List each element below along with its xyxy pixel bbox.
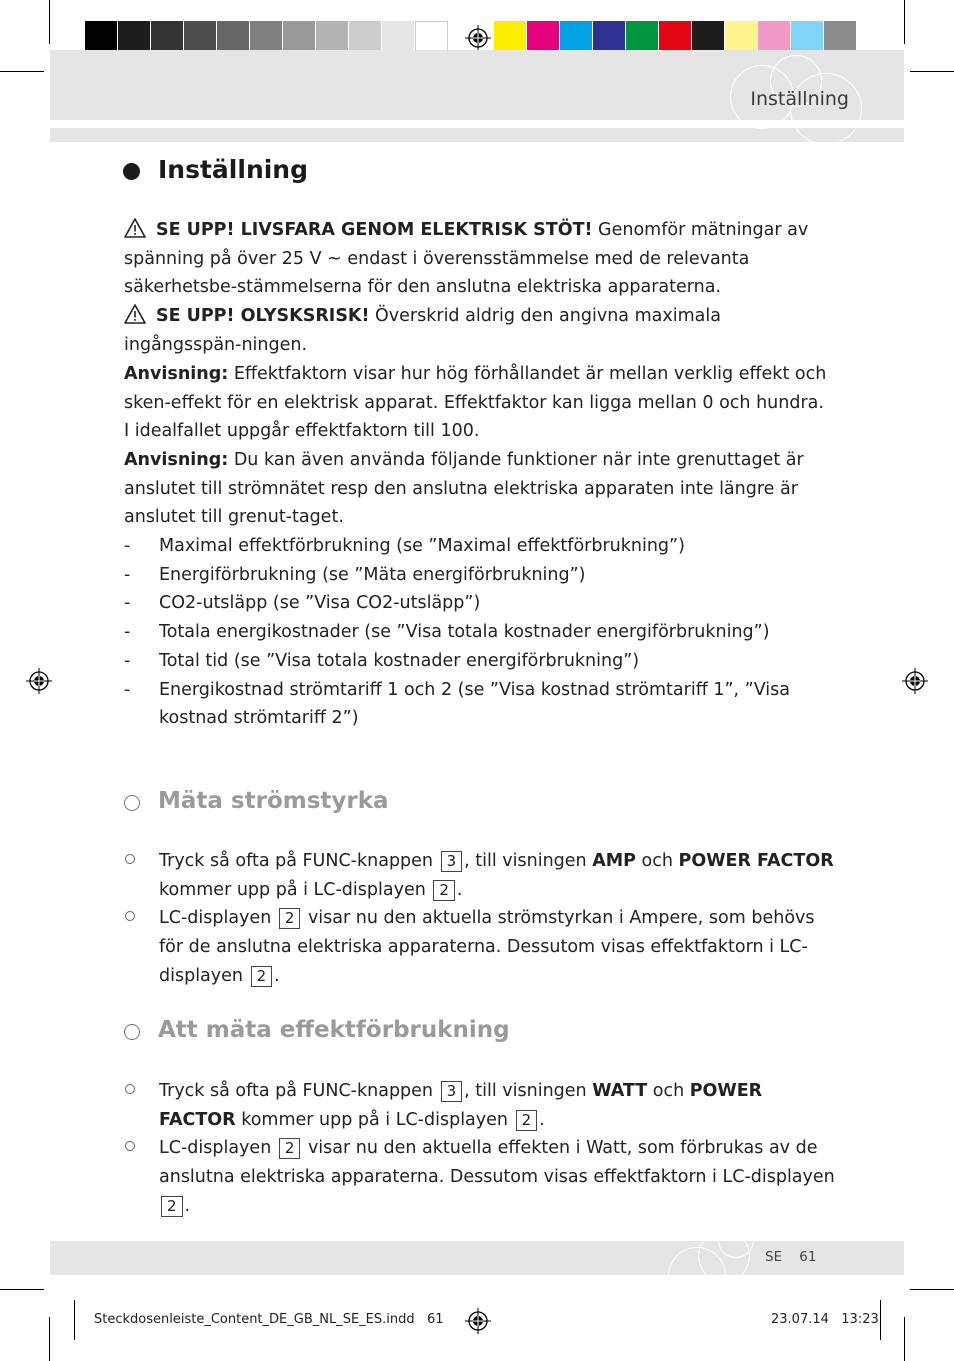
- list-item-text: Energikostnad strömtariff 1 och 2 (se ”Visa kostnad strömtariff 1”, ”Visa kostnad strömtariff 2”): [159, 679, 790, 729]
- note-label: Anvisning:: [124, 364, 229, 384]
- note-paragraph: [124, 446, 834, 532]
- list-item: [124, 589, 844, 618]
- list-item-text: Energiförbrukning (se ”Mäta energiförbrukning”): [159, 564, 586, 585]
- step-text: Tryck så ofta på FUNC-knappen: [159, 1081, 439, 1101]
- display-number-badge: 2: [251, 966, 273, 987]
- crop-mark: [49, 1317, 50, 1361]
- display-number-badge: 2: [161, 1196, 183, 1217]
- step-text: , till visningen: [464, 1081, 593, 1101]
- page-number-value: 61: [799, 1249, 817, 1265]
- slug-timestamp: 23.07.14 13:23: [771, 1312, 879, 1327]
- section-ring-icon: [124, 1024, 140, 1040]
- dash-marker: -: [124, 593, 131, 614]
- step-list: [124, 1077, 844, 1221]
- list-item-text: Maximal effektförbrukning (se ”Maximal effektförbrukning”): [159, 536, 685, 556]
- crop-mark: [910, 1289, 954, 1290]
- list-item: [124, 561, 844, 590]
- button-number-badge: 3: [441, 1081, 463, 1102]
- step-text: och: [647, 1081, 690, 1101]
- dash-marker: -: [124, 622, 131, 643]
- step-item: [124, 904, 844, 990]
- display-keyword: AMP: [592, 851, 636, 871]
- step-text: .: [184, 1195, 191, 1216]
- button-number-badge: 3: [441, 851, 463, 872]
- warning-paragraph: [124, 216, 834, 302]
- section-ring-icon: [124, 795, 140, 811]
- step-item: [124, 1134, 844, 1220]
- section-bullet-icon: [123, 163, 140, 180]
- crop-mark: [904, 0, 905, 44]
- display-keyword: WATT: [592, 1081, 648, 1101]
- step-text: visar nu den aktuella effekten i Watt, som förbrukas av de anslutna elektriska apparaterna. Dessutom visas effektfaktorn i LC-displayen: [159, 1138, 835, 1188]
- warning-text: Genomför mätningar av spänning på över 25 V ~ endast i överensstämmelse med de relevanta säkerhetsbe-stämmelserna för den anslutna elektriska apparaterna.: [124, 220, 809, 298]
- warning-label: SE UPP! OLYSKSRISK!: [156, 306, 370, 326]
- language-code: SE: [765, 1249, 783, 1265]
- section-title: Inställning: [158, 155, 308, 184]
- step-list: [124, 847, 844, 991]
- section-heading: Att mäta effektförbrukning: [158, 1017, 510, 1043]
- display-keyword: POWER FACTOR: [159, 1081, 763, 1130]
- display-keyword: POWER FACTOR: [678, 851, 834, 871]
- step-item: [124, 1077, 844, 1134]
- dash-marker: -: [124, 650, 131, 671]
- dash-marker: -: [124, 564, 131, 585]
- step-ring-icon: [125, 854, 135, 864]
- list-item: [124, 618, 844, 647]
- step-text: Tryck så ofta på FUNC-knappen: [159, 851, 439, 871]
- warning-label: SE UPP! LIVSFARA GENOM ELEKTRISK STÖT!: [156, 220, 593, 240]
- dash-marker: -: [124, 536, 131, 556]
- slug-filename: Steckdosenleiste_Content_DE_GB_NL_SE_ES.indd 61: [94, 1312, 444, 1327]
- step-text: .: [456, 879, 463, 900]
- registration-mark-icon: [465, 1308, 491, 1334]
- running-header: Inställning: [750, 88, 849, 110]
- note-text: Du kan även använda följande funktioner när inte grenuttaget är anslutet till strömnätet resp den anslutna elektriska apparaten inte längre är anslutet till grenut-taget.: [124, 450, 804, 528]
- step-ring-icon: [125, 1141, 135, 1151]
- crop-mark: [49, 0, 50, 44]
- header-divider: [50, 128, 904, 142]
- step-text: och: [635, 851, 679, 871]
- list-item: [124, 532, 844, 561]
- crop-mark: [0, 71, 44, 72]
- crop-mark: [904, 1317, 905, 1361]
- step-text: .: [274, 965, 280, 986]
- note-label: Anvisning:: [124, 450, 229, 470]
- registration-mark-icon: [902, 668, 928, 694]
- display-number-badge: 2: [516, 1110, 538, 1131]
- warning-triangle-icon: [124, 218, 146, 238]
- page-number: [765, 1249, 816, 1265]
- warning-text: Överskrid aldrig den angivna maximala ingångsspän-ningen.: [124, 306, 721, 355]
- note-text: Effektfaktorn visar hur hög förhållandet är mellan verklig effekt och sken-effekt för en elektrisk apparat. Effektfaktor kan ligga mellan 0 och hundra. I idealfallet uppgår effektfaktorn till 100.: [124, 364, 827, 442]
- display-number-badge: 2: [279, 908, 301, 929]
- step-text: LC-displayen: [159, 908, 277, 929]
- step-ring-icon: [125, 1084, 135, 1094]
- step-text: LC-displayen: [159, 1138, 277, 1159]
- crop-mark: [880, 1300, 881, 1340]
- list-item: [124, 647, 844, 676]
- warning-triangle-icon: [124, 304, 146, 324]
- list-item-text: Total tid (se ”Visa totala kostnader energiförbrukning”): [159, 650, 640, 671]
- step-item: [124, 847, 844, 904]
- warning-paragraph: [124, 302, 834, 359]
- function-list: [124, 532, 844, 733]
- list-item: [124, 676, 844, 733]
- note-paragraph: [124, 360, 834, 446]
- registration-mark-icon: [26, 668, 52, 694]
- section-heading: Mäta strömstyrka: [158, 788, 389, 814]
- crop-mark: [74, 1300, 75, 1340]
- step-ring-icon: [125, 911, 135, 921]
- crop-mark: [0, 1289, 44, 1290]
- step-text: .: [539, 1109, 545, 1130]
- crop-mark: [910, 71, 954, 72]
- step-text: visar nu den aktuella strömstyrkan i Ampere, som behövs för de anslutna elektriska apparaterna. Dessutom visas effektfaktorn i LC-displayen: [159, 908, 815, 986]
- step-text: , till visningen: [464, 851, 593, 871]
- list-item-text: Totala energikostnader (se ”Visa totala kostnader energiförbrukning”): [159, 622, 770, 643]
- display-number-badge: 2: [279, 1138, 301, 1159]
- step-text: kommer upp på i LC-displayen: [159, 879, 432, 900]
- display-number-badge: 2: [433, 880, 455, 901]
- step-text: kommer upp på i LC-displayen: [235, 1109, 514, 1130]
- dash-marker: -: [124, 679, 131, 700]
- list-item-text: CO2-utsläpp (se ”Visa CO2-utsläpp”): [159, 593, 481, 614]
